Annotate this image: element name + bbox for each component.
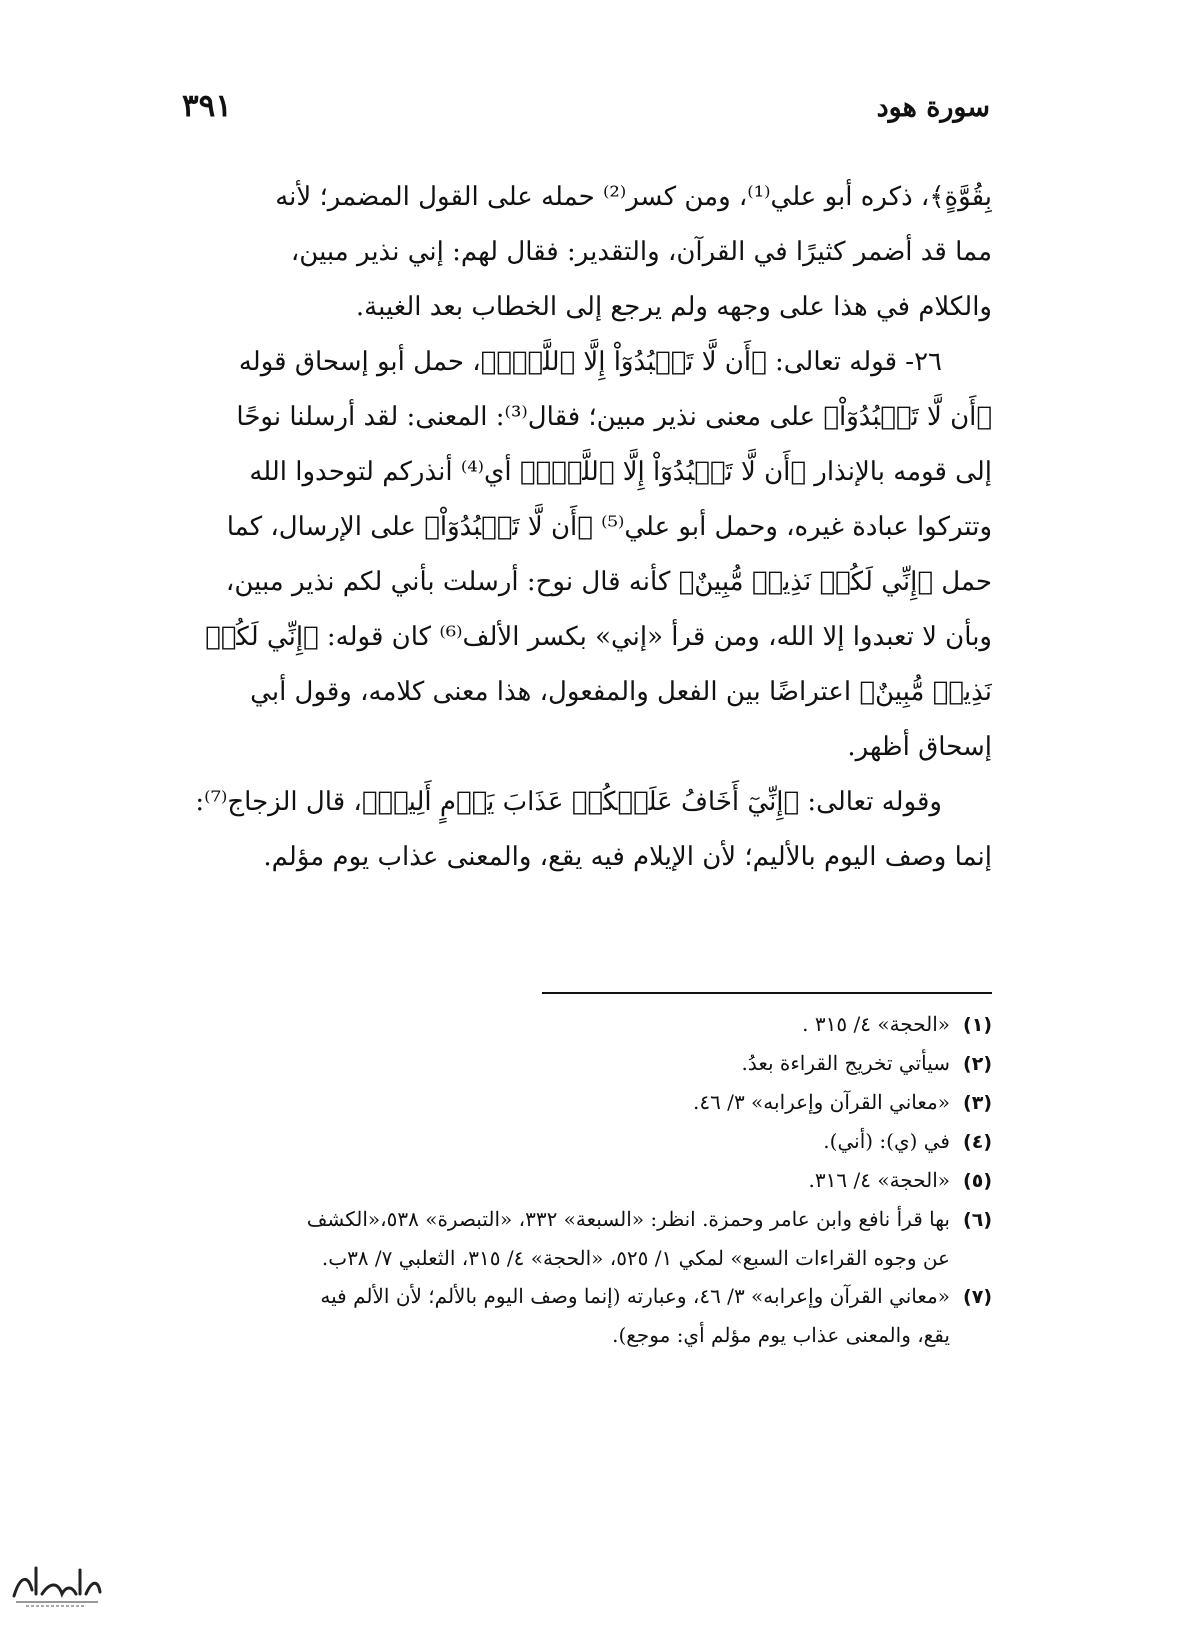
main-text	[112, 170, 992, 885]
text-line: إنما وصف اليوم بالأليم؛ لأن الإيلام فيه يقع، والمعنى عذاب يوم مؤلم.	[263, 842, 992, 872]
footnote-text: «معاني القرآن وإعرابه» ٣/ ٤٦، وعبارته (إنما وصف اليوم بالألم؛ لأن الألم فيه	[320, 1284, 950, 1308]
footnote-text: «الحجة» ٤/ ٣١٦.	[808, 1168, 950, 1192]
footnotes	[112, 1005, 992, 1354]
footnote-continuation: عن وجوه القراءات السبع» لمكي ١/ ٥٢٥، «الحجة» ٤/ ٣١٥، الثعلبي ٧/ ٣٨ب.	[321, 1246, 950, 1270]
footnote-text: سيأتي تخريج القراءة بعدُ.	[741, 1051, 950, 1075]
footnote	[112, 1005, 992, 1044]
library-stamp-logo	[6, 1556, 106, 1612]
footnote	[112, 1161, 992, 1200]
text-line: والكلام في هذا على وجهه ولم يرجع إلى الخطاب بعد الغيبة.	[355, 292, 992, 322]
text-line: بِقُوَّةٍ﴾، ذكره أبو علي⁽¹⁾، ومن كسر⁽²⁾ حمله على القول المضمر؛ لأنه	[275, 182, 992, 212]
footnote	[112, 1277, 992, 1354]
footnote	[112, 1122, 992, 1161]
footnote-number: (٢)	[963, 1053, 992, 1075]
text-line: وبأن لا تعبدوا إلا الله، ومن قرأ «إني» بكسر الألف⁽⁶⁾ كان قوله: ﴿إِنِّي لَكُمۡ	[205, 622, 992, 652]
footnote-text: بها قرأ نافع وابن عامر وحمزة. انظر: «السبعة» ٣٣٢، «التبصرة» ٥٣٨،«الكشف	[306, 1207, 950, 1231]
footnote-number: (٤)	[963, 1131, 992, 1153]
page-header	[170, 88, 990, 132]
footnote	[112, 1083, 992, 1122]
text-line: نَذِيرٞ مُّبِينٌ﴾ اعتراضًا بين الفعل والمفعول، هذا معنى كلامه، وقول أبي	[250, 677, 992, 707]
footnote-continuation: يقع، والمعنى عذاب يوم مؤلم أي: موجع).	[612, 1323, 950, 1347]
footnote-text: في (ي): (أني).	[823, 1129, 950, 1153]
surah-title: سورة هود	[876, 92, 990, 123]
footnote-number: (٦)	[963, 1209, 992, 1231]
footnote-number: (٣)	[963, 1092, 992, 1114]
text-line: حمل ﴿إِنِّي لَكُمۡ نَذِيرٞ مُّبِينٌ﴾ كأنه قال نوح: أرسلت بأني لكم نذير مبين،	[225, 567, 992, 597]
text-line: ٢٦- قوله تعالى: ﴿أَن لَّا تَعۡبُدُوٓاْ إِلَّا ٱللَّهَۖ﴾، حمل أبو إسحاق قوله	[238, 347, 942, 377]
text-line: ﴿أَن لَّا تَعۡبُدُوٓاْ﴾ على معنى نذير مبين؛ فقال⁽³⁾: المعنى: لقد أرسلنا نوحًا	[236, 402, 992, 432]
footnote-divider	[542, 992, 992, 994]
text-line: وتتركوا عبادة غيره، وحمل أبو علي⁽⁵⁾ ﴿أَن لَّا تَعۡبُدُوٓاْ﴾ على الإرسال، كما	[226, 512, 992, 542]
text-line: إلى قومه بالإنذار ﴿أَن لَّا تَعۡبُدُوٓاْ إِلَّا ٱللَّهَۖ﴾ أي⁽⁴⁾ أنذركم لتوحدوا الله	[249, 457, 992, 487]
footnote	[112, 1200, 992, 1277]
page-number: ٣٩١	[182, 88, 232, 124]
footnote	[112, 1044, 992, 1083]
footnote-number: (١)	[963, 1014, 992, 1036]
footnote-text: «الحجة» ٤/ ٣١٥ .	[802, 1012, 950, 1036]
footnote-number: (٧)	[963, 1286, 992, 1308]
text-line: وقوله تعالى: ﴿إِنِّيٓ أَخَافُ عَلَيۡكُمۡ عَذَابَ يَوۡمٍ أَلِيمٖ﴾، قال الزجاج⁽⁷⁾:	[195, 787, 942, 817]
text-line: مما قد أضمر كثيرًا في القرآن، والتقدير: فقال لهم: إني نذير مبين،	[290, 237, 992, 267]
footnote-number: (٥)	[963, 1170, 992, 1192]
footnote-text: «معاني القرآن وإعرابه» ٣/ ٤٦.	[692, 1090, 950, 1114]
text-line: إسحاق أظهر.	[847, 732, 992, 762]
